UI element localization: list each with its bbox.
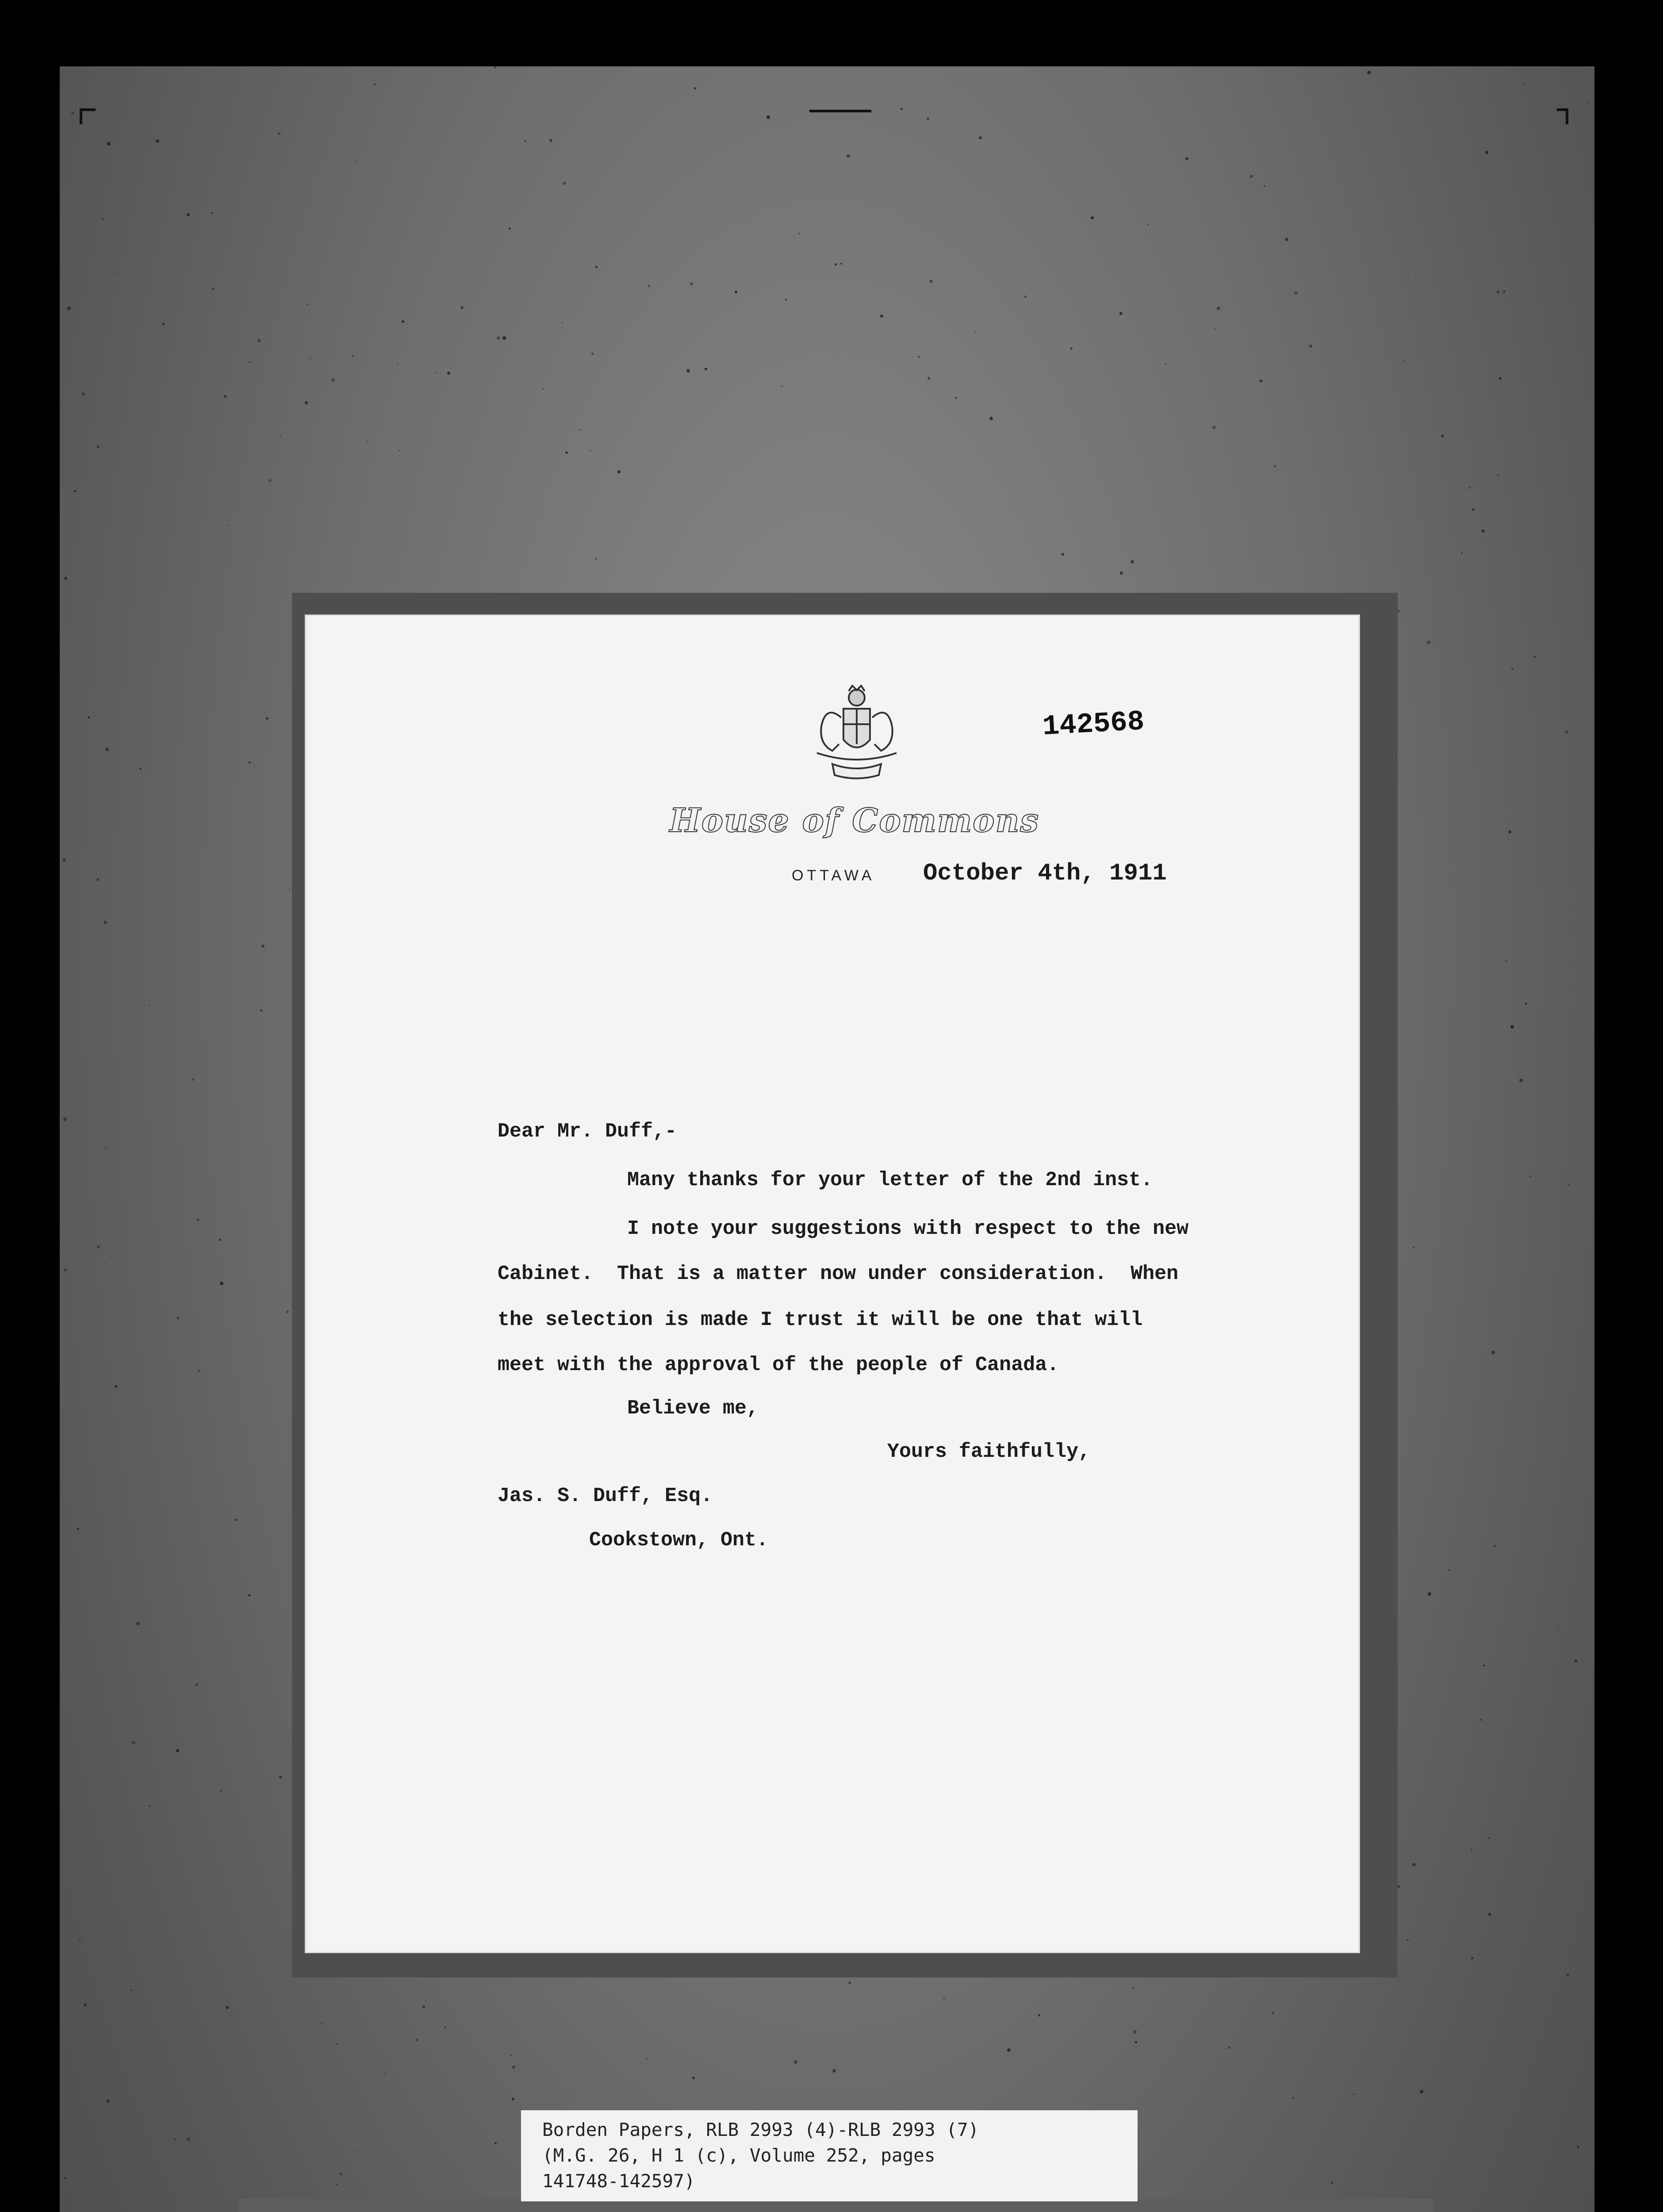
reference-line-1: Borden Papers, RLB 2993 (4)-RLB 2993 (7) (542, 2119, 979, 2140)
dust-speck (1228, 2047, 1230, 2049)
dust-speck (1091, 216, 1094, 219)
dust-speck (64, 2177, 66, 2179)
dust-speck (1472, 508, 1475, 511)
dust-speck (331, 378, 335, 382)
dust-speck (1499, 377, 1502, 380)
corner-mark-top-right (1557, 108, 1568, 124)
dust-speck (82, 392, 85, 396)
dust-speck (1485, 151, 1488, 154)
dust-speck (690, 282, 693, 285)
dust-speck (880, 315, 883, 318)
dust-speck (64, 1269, 67, 1271)
dust-speck (927, 117, 929, 120)
dust-speck (79, 1939, 80, 1940)
body-line-1: Many thanks for your letter of the 2nd inst. (627, 1169, 1153, 1191)
dust-speck (136, 1622, 140, 1625)
dust-speck (1165, 364, 1166, 365)
dust-speck (460, 306, 464, 309)
dust-speck (1519, 1079, 1523, 1082)
dust-speck (162, 323, 165, 325)
dust-speck (220, 1790, 222, 1792)
dust-speck (1468, 487, 1471, 489)
dust-speck (384, 2073, 386, 2074)
dust-speck (268, 479, 272, 482)
dust-speck (1272, 2012, 1274, 2014)
dust-speck (305, 401, 308, 404)
dust-speck (1133, 2030, 1137, 2034)
dust-speck (280, 435, 281, 437)
dust-speck (1294, 291, 1298, 295)
dust-speck (227, 525, 229, 526)
dust-speck (1120, 572, 1123, 575)
dust-speck (1441, 434, 1444, 438)
dust-speck (785, 299, 787, 300)
dust-speck (847, 154, 850, 158)
dust-speck (1398, 1886, 1400, 1888)
dust-speck (918, 356, 920, 358)
dust-speck (694, 87, 696, 89)
dust-speck (1406, 1939, 1409, 1941)
dust-speck (105, 1148, 107, 1149)
dust-speck (261, 945, 264, 948)
dust-speck (1331, 2181, 1333, 2184)
letter-date: October 4th, 1911 (923, 860, 1167, 887)
dust-speck (397, 364, 398, 365)
dust-speck (509, 227, 511, 230)
dust-speck (989, 417, 993, 420)
dust-speck (542, 388, 544, 390)
dust-speck (1511, 668, 1513, 670)
dust-speck (219, 1239, 221, 1241)
dust-speck (195, 1683, 198, 1686)
dust-speck (1534, 656, 1536, 658)
dust-speck (502, 336, 506, 340)
dust-speck (1503, 290, 1506, 293)
dust-speck (444, 2026, 446, 2028)
dust-speck (1367, 71, 1371, 74)
dust-speck (289, 889, 290, 890)
dust-speck (705, 368, 707, 370)
dust-speck (106, 2099, 110, 2103)
dust-speck (62, 858, 66, 862)
dust-speck (1566, 1974, 1569, 1977)
letterhead-title: House of Commons (669, 802, 1040, 840)
dust-speck (794, 2060, 797, 2064)
dust-speck (367, 441, 368, 442)
valediction: Yours faithfully, (887, 1440, 1091, 1463)
dust-speck (1212, 426, 1216, 429)
dust-speck (102, 218, 103, 220)
dust-speck (235, 1519, 238, 1521)
dust-speck (447, 372, 450, 375)
dust-speck (77, 1528, 79, 1530)
dust-speck (1130, 560, 1134, 564)
dust-speck (192, 1078, 194, 1081)
dust-speck (117, 271, 119, 273)
dust-speck (149, 1005, 150, 1006)
dust-speck (220, 1282, 223, 1285)
dust-speck (1488, 1913, 1491, 1916)
dust-speck (115, 1385, 117, 1388)
dust-speck (955, 397, 957, 399)
dust-speck (84, 2003, 87, 2006)
dust-speck (1070, 347, 1073, 350)
dust-speck (512, 2098, 514, 2101)
dust-speck (310, 358, 311, 359)
reference-line-2: (M.G. 26, H 1 (c), Volume 252, pages (542, 2145, 935, 2166)
dust-speck (107, 142, 111, 146)
dust-speck (835, 263, 837, 265)
dust-speck (1292, 2097, 1294, 2099)
dust-speck (1523, 84, 1525, 85)
dust-speck (74, 490, 76, 492)
dust-speck (174, 2139, 176, 2140)
dust-speck (211, 212, 213, 214)
dust-speck (356, 161, 357, 162)
dust-speck (494, 2142, 497, 2144)
dust-speck (374, 84, 376, 85)
dust-speck (1132, 1987, 1134, 1989)
coat-of-arms-icon (790, 678, 923, 784)
dust-speck (399, 450, 400, 451)
dust-speck (266, 717, 268, 720)
dust-speck (943, 1998, 945, 1999)
recipient-name: Jas. S. Duff, Esq. (498, 1485, 713, 1507)
dust-speck (1285, 238, 1288, 241)
recipient-place: Cookstown, Ont. (589, 1529, 769, 1551)
dust-speck (139, 768, 142, 770)
dust-speck (1119, 312, 1123, 315)
dust-speck (97, 1245, 100, 1248)
dust-speck (1575, 1659, 1577, 1662)
dust-speck (1488, 1837, 1490, 1839)
letter-page (306, 616, 1359, 1952)
dust-speck (88, 716, 90, 718)
dust-speck (97, 445, 100, 448)
dust-speck (848, 1982, 851, 1984)
dust-speck (212, 288, 215, 290)
dust-speck (197, 1218, 199, 1221)
dust-speck (1471, 1957, 1473, 1959)
dust-speck (260, 1009, 263, 1012)
dust-speck (929, 280, 933, 283)
dust-speck (497, 336, 500, 340)
dust-speck (1471, 1849, 1472, 1851)
dust-speck (1427, 641, 1430, 644)
dust-speck (735, 291, 737, 293)
dust-speck (1147, 224, 1149, 226)
dust-speck (174, 2171, 175, 2172)
dust-speck (979, 136, 982, 139)
dust-speck (1038, 2014, 1040, 2016)
body-line-2: I note your suggestions with respect to the new (627, 1217, 1189, 1240)
dust-speck (781, 385, 783, 387)
dust-speck (646, 2058, 648, 2059)
dust-speck (1568, 1184, 1570, 1186)
corner-mark-top-left (80, 108, 96, 124)
dust-speck (1588, 102, 1590, 104)
dust-speck (249, 761, 251, 764)
dust-speck (1250, 175, 1253, 178)
dust-speck (686, 369, 690, 373)
dust-speck (1024, 296, 1027, 298)
dust-speck (1408, 274, 1409, 275)
dust-speck (1491, 1351, 1495, 1354)
dust-speck (257, 339, 261, 342)
top-dash-mark (809, 110, 871, 112)
dust-speck (798, 233, 800, 234)
dust-speck (1264, 185, 1265, 187)
dust-speck (1404, 361, 1405, 362)
dust-speck (422, 2005, 425, 2008)
dust-speck (766, 115, 770, 119)
dust-speck (595, 558, 597, 560)
dust-speck (132, 1741, 135, 1744)
dust-speck (278, 132, 280, 135)
dust-speck (1061, 553, 1064, 556)
dust-speck (435, 372, 436, 373)
dust-speck (563, 181, 566, 185)
dust-speck (71, 112, 74, 115)
dust-speck (1529, 1175, 1531, 1177)
dust-speck (591, 353, 594, 355)
dust-speck (336, 2184, 337, 2185)
dust-speck (494, 66, 496, 69)
dust-speck (1260, 380, 1262, 382)
dust-speck (415, 2039, 418, 2041)
dust-speck (1353, 2093, 1354, 2095)
dust-speck (187, 213, 190, 216)
dust-speck (336, 2043, 337, 2044)
dust-speck (286, 1310, 289, 1313)
dust-speck (1497, 474, 1499, 476)
dust-speck (1577, 2146, 1579, 2148)
dust-speck (1274, 465, 1276, 467)
dust-speck (1525, 1002, 1527, 1005)
dust-speck (975, 331, 976, 332)
dust-speck (1412, 1863, 1416, 1866)
dust-speck (111, 1256, 112, 1257)
dust-speck (187, 2138, 190, 2141)
dust-speck (525, 140, 526, 142)
body-line-4: the selection is made I trust it will be one that will (498, 1309, 1143, 1331)
dust-speck (352, 355, 354, 357)
salutation: Dear Mr. Duff,- (498, 1120, 677, 1143)
letterhead-place: OTTAWA (792, 867, 875, 884)
dust-speck (1420, 2090, 1423, 2093)
dust-speck (927, 377, 930, 380)
dust-speck (1483, 1665, 1485, 1667)
dust-speck (1217, 307, 1220, 310)
dust-speck (1461, 552, 1463, 554)
dust-speck (1413, 1247, 1414, 1248)
dust-speck (1428, 1592, 1431, 1596)
body-line-3: Cabinet. That is a matter now under consideration. When (498, 1263, 1179, 1285)
dust-speck (1482, 530, 1485, 533)
body-line-5: meet with the approval of the people of Canada. (498, 1354, 1059, 1376)
dust-speck (1508, 830, 1511, 833)
dust-speck (279, 1776, 282, 1778)
dust-speck (648, 284, 650, 287)
dust-speck (1007, 2048, 1011, 2052)
dust-speck (1494, 1545, 1495, 1547)
dust-speck (1448, 1569, 1450, 1571)
dust-speck (149, 1805, 150, 1807)
dust-speck (1510, 1025, 1514, 1029)
dust-speck (1557, 1628, 1558, 1629)
dust-speck (692, 2077, 695, 2079)
dust-speck (402, 320, 404, 323)
dust-speck (64, 577, 67, 580)
dust-speck (580, 429, 581, 430)
reference-line-3: 141748-142597) (542, 2170, 695, 2192)
dust-speck (198, 1370, 200, 1372)
dust-speck (307, 304, 308, 305)
dust-speck (595, 266, 598, 268)
dust-speck (1135, 2041, 1137, 2043)
dust-speck (1309, 345, 1312, 348)
dust-speck (1497, 291, 1499, 293)
dust-speck (617, 470, 621, 473)
closing-line: Believe me, (627, 1397, 759, 1420)
dust-speck (96, 878, 99, 881)
dust-speck (103, 921, 107, 924)
dust-speck (248, 1594, 251, 1597)
dust-speck (156, 139, 159, 143)
dust-speck (832, 2069, 836, 2073)
dust-speck (1185, 157, 1188, 160)
dust-speck (224, 395, 226, 398)
dust-speck (549, 139, 552, 142)
folio-number: 142568 (1042, 706, 1146, 743)
dust-speck (249, 361, 250, 363)
dust-speck (565, 451, 568, 454)
dust-speck (1506, 960, 1507, 962)
dust-speck (105, 748, 109, 751)
dust-speck (130, 1989, 132, 1991)
dust-speck (590, 450, 591, 451)
reference-label (521, 2110, 1138, 2201)
dust-speck (512, 2066, 515, 2069)
dust-speck (176, 1749, 179, 1752)
dust-speck (176, 1317, 179, 1319)
dust-speck (900, 108, 903, 110)
dust-speck (63, 1118, 67, 1121)
dust-speck (1565, 730, 1568, 733)
dust-speck (321, 2022, 322, 2024)
dust-speck (340, 2173, 342, 2175)
dust-speck (840, 263, 842, 265)
dust-speck (354, 2150, 356, 2151)
dust-speck (1214, 328, 1216, 330)
dust-speck (510, 2055, 512, 2056)
dust-speck (226, 2006, 229, 2009)
dust-speck (562, 322, 563, 323)
dust-speck (1480, 1719, 1482, 1721)
dust-speck (67, 307, 71, 310)
